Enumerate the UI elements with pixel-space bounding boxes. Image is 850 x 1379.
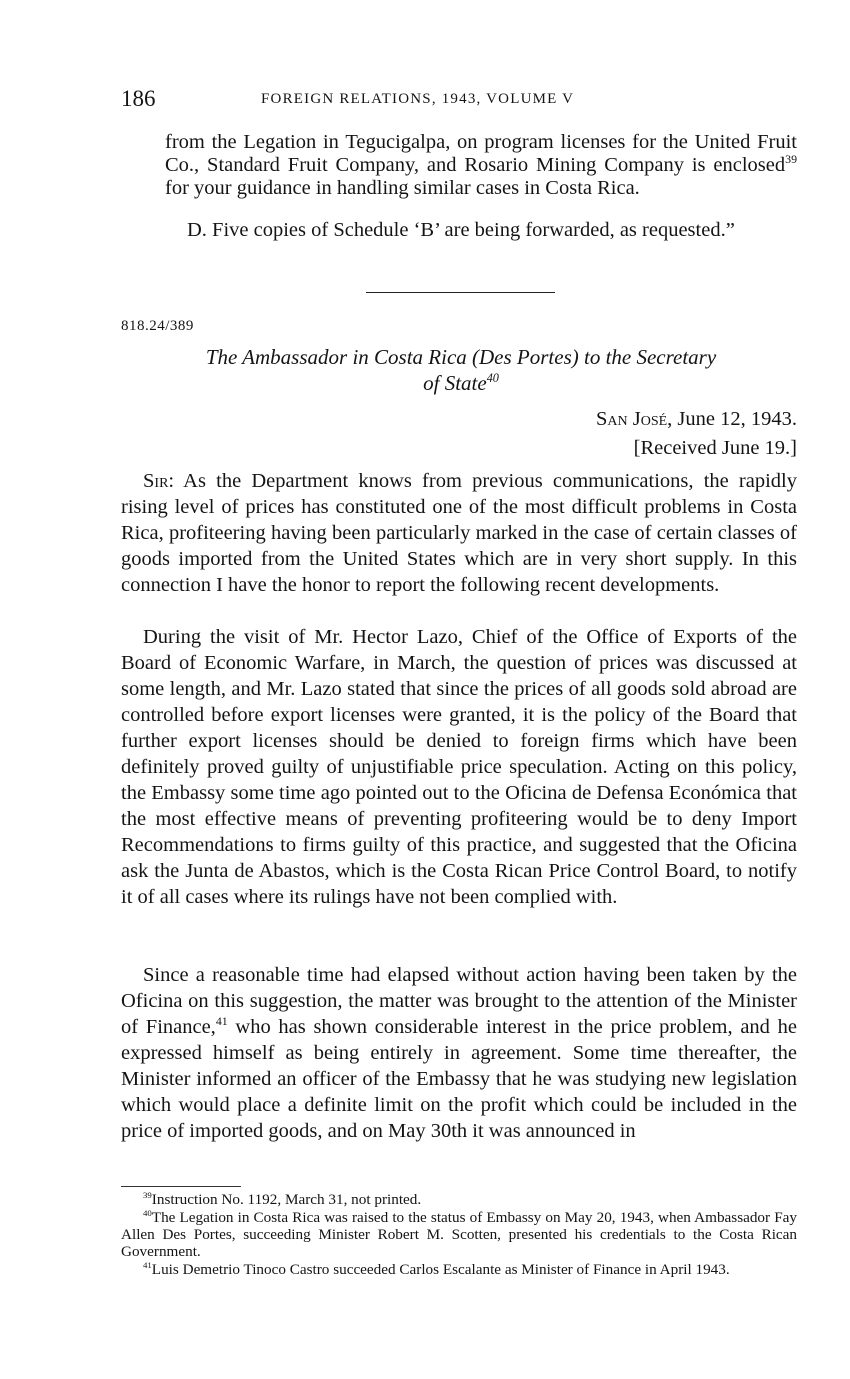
paragraph-1-text: : As the Department knows from previous communications, the rapidly rising level of prices has constituted one of the most difficult problems in Costa Rica, profiteering having been particularly marked in the case of certain classes of goods imported from the United States which are in very short supply. In this connection I have the honor to report the following recent developments. [121, 470, 797, 596]
received-date: [Received June 19.] [633, 437, 797, 459]
salutation: Sir [143, 470, 169, 492]
footnote-mark: 41 [143, 1259, 152, 1270]
footnote-ref-39: 39 [785, 152, 797, 167]
place: San José [595, 408, 668, 430]
page-number: 186 [121, 86, 156, 111]
paragraph-3-text-a: Since a reasonable time had elapsed without action having been taken by the Oficina on this suggestion, the matter was brought to the attention of the Minister of Finance, [121, 964, 797, 1038]
page-header [121, 86, 801, 114]
title-line-2: of State [423, 371, 487, 395]
footnote-text: The Legation in Costa Rica was raised to the status of Embassy on May 20, 1943, when Ambassador Fay Allen Des Portes, succeeding Minister Robert M. Scotten, presented his credentials to the Costa Rican Government. [121, 1209, 797, 1260]
running-title: FOREIGN RELATIONS, 1943, VOLUME V [261, 91, 575, 107]
body-paragraph-3 [121, 962, 797, 1144]
footnote-ref-40: 40 [486, 371, 499, 385]
carryover-paragraph-d: D. Five copies of Schedule ‘B’ are being forwarded, as requested.” [187, 219, 735, 241]
footnote-39 [121, 1191, 797, 1208]
title-line-1: The Ambassador in Costa Rica (Des Portes) to the Secretary [205, 345, 717, 369]
footnote-ref-41: 41 [215, 1014, 228, 1029]
file-number: 818.24/389 [121, 318, 194, 334]
dateline [596, 408, 797, 431]
footnote-text: Instruction No. 1192, March 31, not printed. [151, 1191, 422, 1208]
paragraph-3-text-b: who has shown considerable interest in the price problem, and he expressed himself as being entirely in agreement. Some time thereafter, the Minister informed an officer of the Embassy that he was studying new legislation which would place a definite limit on the profit which could be included in the price of imported goods, and on May 30th it was announced in [121, 1016, 797, 1142]
footnote-mark: 39 [143, 1189, 152, 1200]
section-divider [366, 292, 555, 293]
footnote-divider [121, 1186, 241, 1187]
date: , June 12, 1943. [667, 408, 797, 430]
footnote-text: Luis Demetrio Tinoco Castro succeeded Carlos Escalante as Minister of Finance in April 1943. [151, 1261, 730, 1278]
body-paragraph-1 [121, 468, 797, 598]
footnote-40 [121, 1209, 797, 1260]
carryover-paragraph [165, 131, 797, 200]
body-paragraph-2: During the visit of Mr. Hector Lazo, Chief of the Office of Exports of the Board of Economic Warfare, in March, the question of prices was discussed at some length, and Mr. Lazo stated that since the prices of all goods sold abroad are controlled before export licenses were granted, it is the policy of the Board that further export licenses should be denied to foreign firms which have been definitely proved guilty of unjustifiable price speculation. Acting on this policy, the Embassy some time ago pointed out to the Oficina de Defensa Económica that the most effective means of preventing profiteering would be to deny Import Recommendations to firms guilty of this practice, and suggested that the Oficina ask the Junta de Abastos, which is the Costa Rican Price Control Board, to notify it of all cases where its rulings have not been complied with. [121, 626, 797, 908]
footnote-41 [121, 1261, 797, 1278]
carryover-text-a: from the Legation in Tegucigalpa, on program licenses for the United Fruit Co., Standard Fruit Company, and Rosario Mining Company is enclosed [165, 131, 797, 176]
document-title [125, 344, 797, 396]
carryover-text-b: for your guidance in handling similar cases in Costa Rica. [165, 177, 640, 199]
footnote-mark: 40 [143, 1207, 152, 1218]
